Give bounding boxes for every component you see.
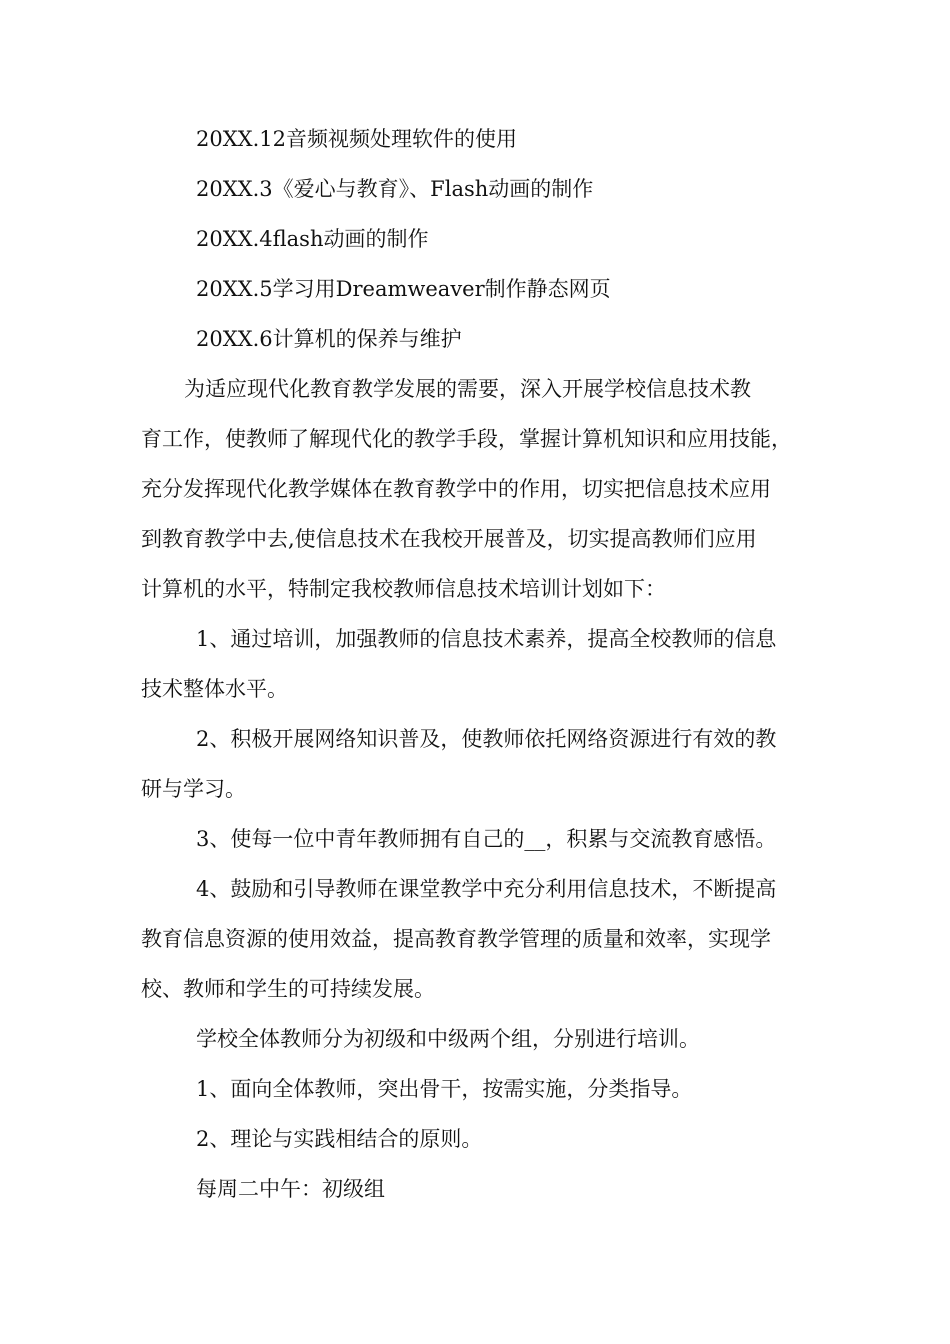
goal-line: 4、鼓励和引导教师在课堂教学中充分利用信息技术，不断提高 — [196, 877, 777, 901]
goal-line: 技术整体水平。 — [141, 677, 288, 701]
goal-line: 教育信息资源的使用效益，提高教育教学管理的质量和效率，实现学 — [141, 927, 771, 951]
schedule-line: 20XX.3《爱心与教育》、Flash动画的制作 — [196, 177, 594, 201]
principle-line: 2、理论与实践相结合的原则。 — [196, 1127, 483, 1151]
goal-line: 研与学习。 — [141, 777, 246, 801]
principle-line: 1、面向全体教师，突出骨干，按需实施，分类指导。 — [196, 1077, 693, 1101]
intro-line: 到教育教学中去,使信息技术在我校开展普及，切实提高教师们应用 — [141, 527, 757, 551]
schedule-line: 20XX.5学习用Dreamweaver制作静态网页 — [196, 277, 611, 301]
groups-line: 学校全体教师分为初级和中级两个组，分别进行培训。 — [196, 1027, 700, 1051]
intro-line: 计算机的水平，特制定我校教师信息技术培训计划如下： — [141, 577, 666, 601]
goal-line: 校、教师和学生的可持续发展。 — [141, 977, 435, 1001]
schedule-line: 20XX.6计算机的保养与维护 — [196, 327, 462, 351]
time-line: 每周二中午：初级组 — [196, 1177, 385, 1201]
intro-line: 育工作，使教师了解现代化的教学手段，掌握计算机知识和应用技能， — [141, 427, 792, 451]
goal-line: 1、通过培训，加强教师的信息技术素养，提高全校教师的信息 — [196, 627, 777, 651]
goal-line: 3、使每一位中青年教师拥有自己的__，积累与交流教育感悟。 — [196, 827, 777, 851]
schedule-line: 20XX.4flash动画的制作 — [196, 227, 429, 251]
intro-line: 为适应现代化教育教学发展的需要，深入开展学校信息技术教 — [184, 377, 751, 401]
schedule-line: 20XX.12音频视频处理软件的使用 — [196, 127, 518, 151]
goal-line: 2、积极开展网络知识普及，使教师依托网络资源进行有效的教 — [196, 727, 777, 751]
intro-line: 充分发挥现代化教学媒体在教育教学中的作用，切实把信息技术应用 — [141, 477, 771, 501]
